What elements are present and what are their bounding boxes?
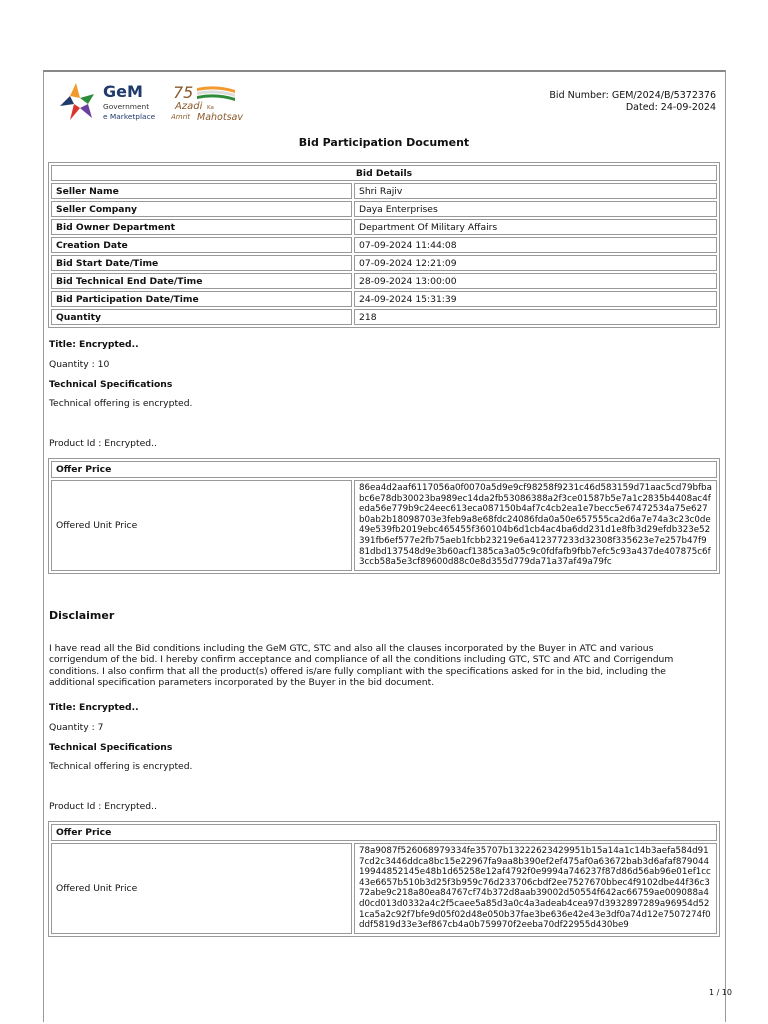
- item-2-product-id: Product Id : Encrypted..: [49, 801, 157, 812]
- table-row: [51, 461, 717, 478]
- offer-price-heading: Offer Price: [51, 461, 717, 478]
- row-label: Seller Company: [51, 201, 352, 217]
- offered-unit-price-label: Offered Unit Price: [51, 480, 352, 571]
- bid-details-heading: Bid Details: [51, 165, 717, 181]
- row-value: Shri Rajiv: [354, 183, 717, 199]
- row-label: Bid Owner Department: [51, 219, 352, 235]
- row-value: 07-09-2024 11:44:08: [354, 237, 717, 253]
- row-label: Bid Technical End Date/Time: [51, 273, 352, 289]
- bid-details-table: [48, 162, 720, 328]
- gem-logo-text: GeM: [103, 82, 143, 101]
- table-row: [51, 255, 717, 271]
- gem-logo-sub1: Government: [103, 102, 150, 111]
- offer-price-heading: Offer Price: [51, 824, 717, 841]
- offered-unit-price-hash: 78a9087f526068979334fe35707b13222623429951b15a14a1c14b3aefa584d917cd2c3446ddca8bc15e22967fa9aa8b390ef2ef475af0a63672bab3d6afaf87904419944852145e48b1d65258e12af4792f0e9994a746237f87d86d56ab96e01ef1cc43e6657b510b3d25f3b959c76d233706cbdf2ee7527670bbec4f9102dbe44f36c372abe9c218a80ea84767cf74b372d8aab39002d50554f642ac66759ae009088a4d0cd013d0332a4c2f5caee5a85d3a0c4a3adeab4cea97d3932897289a96954d521ca5a2c92f7bfe9d05f02d48e050b37fae3be636e42e43e3df0a74d12e7507274f0ddf5819d33e3ef867cb4a0b759970f2eeba70df22955d430be9: [354, 843, 717, 934]
- bid-meta: [549, 90, 716, 114]
- row-value: 24-09-2024 15:31:39: [354, 291, 717, 307]
- table-row: [51, 843, 717, 934]
- item-1-offer-table: [48, 458, 720, 574]
- item-2-tech-spec-text: Technical offering is encrypted.: [49, 761, 193, 772]
- item-1-quantity: Quantity : 10: [49, 359, 110, 370]
- tricolour-flag-icon: [197, 86, 235, 101]
- gem-logo-sub2: e Marketplace: [103, 112, 156, 121]
- row-label: Creation Date: [51, 237, 352, 253]
- row-label: Seller Name: [51, 183, 352, 199]
- table-row: [51, 237, 717, 253]
- table-row: [51, 165, 717, 181]
- row-label: Bid Participation Date/Time: [51, 291, 352, 307]
- table-row: [51, 291, 717, 307]
- row-value: Daya Enterprises: [354, 201, 717, 217]
- item-2-tech-spec-heading: Technical Specifications: [49, 742, 173, 753]
- disclaimer-heading: Disclaimer: [49, 609, 115, 622]
- table-row: [51, 219, 717, 235]
- azadi-ka-text: Ka: [207, 105, 214, 111]
- item-1-title: Title: Encrypted..: [49, 339, 139, 350]
- azadi-75-text: 75: [173, 83, 194, 102]
- gem-logo: [56, 78, 160, 126]
- azadi-text: Azadi: [175, 101, 203, 112]
- table-row: [51, 480, 717, 571]
- row-value: 218: [354, 309, 717, 325]
- row-value: 07-09-2024 12:21:09: [354, 255, 717, 271]
- azadi-ka-amrit-mahotsav-logo: [171, 81, 255, 123]
- row-value: Department Of Military Affairs: [354, 219, 717, 235]
- row-label: Quantity: [51, 309, 352, 325]
- table-row: [51, 273, 717, 289]
- document-header: [56, 78, 716, 128]
- row-label: Bid Start Date/Time: [51, 255, 352, 271]
- bid-dated: Dated: 24-09-2024: [625, 102, 716, 113]
- table-row: [51, 309, 717, 325]
- gem-star-icon: [60, 83, 94, 120]
- disclaimer-text: I have read all the Bid conditions including the GeM GTC, STC and also all the clauses incorporated by the Buyer in ATC and various corrigendum of the bid. I hereby confirm acceptance and compliance of all the conditions including GTC, STC and ATC and Corrigendum conditions. I also confirm that all the product(s) offered is/are fully compliant with the specifications asked for in the bid, including the additional specification parameters incorporated by the Buyer in the bid document.: [49, 643, 674, 688]
- table-row: [51, 201, 717, 217]
- row-value: 28-09-2024 13:00:00: [354, 273, 717, 289]
- item-1-tech-spec-text: Technical offering is encrypted.: [49, 398, 193, 409]
- item-2-offer-table: [48, 821, 720, 937]
- table-row: [51, 183, 717, 199]
- item-2-quantity: Quantity : 7: [49, 722, 104, 733]
- document-title: Bid Participation Document: [298, 136, 470, 149]
- table-row: [51, 824, 717, 841]
- amrit-text: Amrit: [171, 113, 191, 121]
- page-number: 1 / 10: [708, 988, 732, 997]
- item-1-tech-spec-heading: Technical Specifications: [49, 379, 173, 390]
- bid-number: Bid Number: GEM/2024/B/5372376: [549, 90, 716, 101]
- item-2-title: Title: Encrypted..: [49, 702, 139, 713]
- mahotsav-text: Mahotsav: [197, 112, 243, 123]
- offered-unit-price-label: Offered Unit Price: [51, 843, 352, 934]
- item-1-product-id: Product Id : Encrypted..: [49, 438, 157, 449]
- offered-unit-price-hash: 86ea4d2aaf6117056a0f0070a5d9e9cf98258f9231c46d583159d71aac5cd79bfbabc6e78db30023ba989ec14da2fb53086388a2f3ce01587b5e7a1c2835b4408ac4feda56e779b9c24eec613eca087150b4af7c4cb2ea1e7becc5e67472534a75e627b0ab2b18098703e3feb9a8e68fdc24086fda0a50e657555ca2d6a7e74a3c23c0de49e539fb2019ebc465455f360104b6d1cb4ac4ba6dd231d1e8fb3d29efdb323e52391fb6ef577e2fb75aeb1fcbb23219e6a412377233d32308f335623e7e257b47f981dbd137548d9e3b60acf1385ca3a05c9c0fdfafb9fbb7efc5c93a437de407875c6f3ccb58a5e3cf89600d88c0e8d355d779da71a37af49a79fc: [354, 480, 717, 571]
